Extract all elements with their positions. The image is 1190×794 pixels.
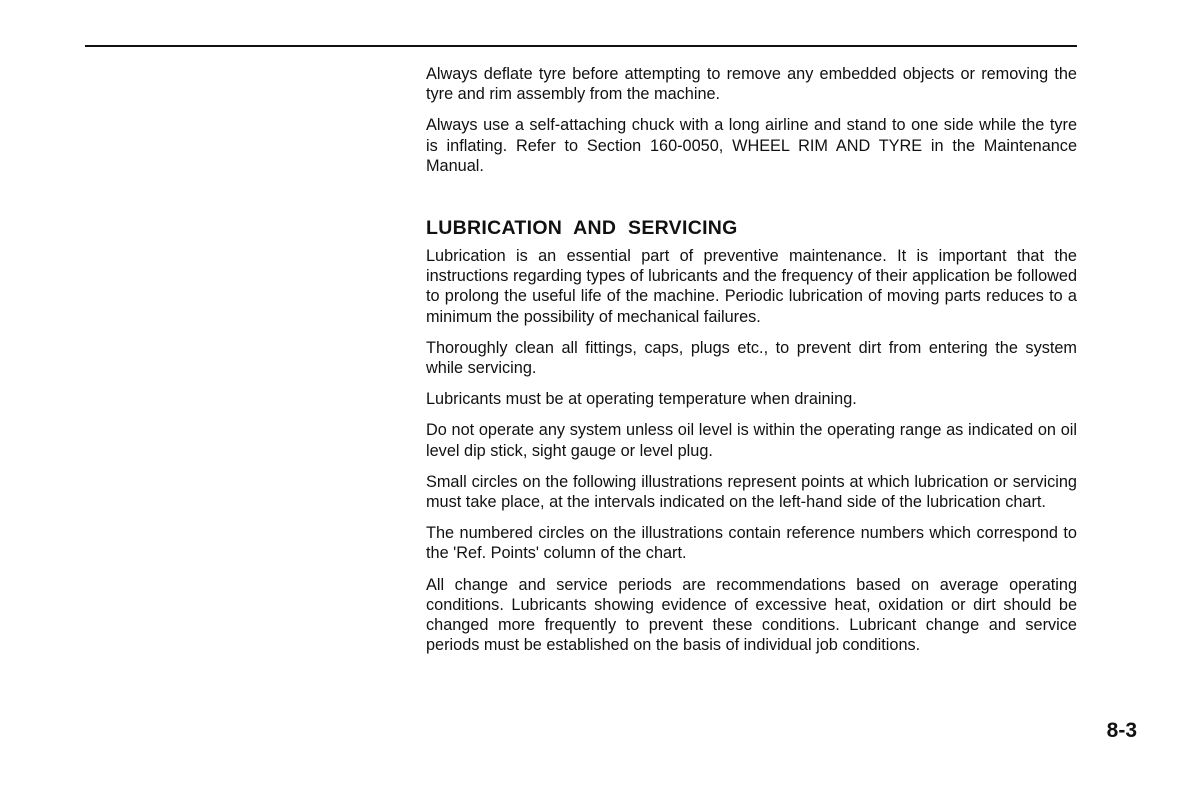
section-heading: LUBRICATION AND SERVICING [426,217,738,240]
page-number: 8-3 [1106,719,1137,742]
paragraph-oil-level: Do not operate any system unless oil level is within the operating range as indicated on oil level dip stick, sight gauge or level plug. [426,421,1077,460]
paragraph-service-periods: All change and service periods are recommendations based on average operating conditions. Lubricants showing evidence of excessive heat, oxidation or dirt should be changed more frequently to prevent these conditions. Lubricant change and service periods must be established on the basis of individual job conditions. [426,575,1077,655]
intro-paragraph-chuck: Always use a self-attaching chuck with a long airline and stand to one side while the tyre is inflating. Refer to Section 160-0050, WHEEL RIM AND TYRE in the Maintenance Manual. [426,116,1077,175]
paragraph-lubrication-importance: Lubrication is an essential part of preventive maintenance. It is important that the instructions regarding types of lubricants and the frequency of their application be followed to prolong the useful life of the machine. Periodic lubrication of moving parts reduces to a minimum the possibility of mechanical failures. [426,247,1077,326]
page-content [426,64,1077,666]
paragraph-small-circles: Small circles on the following illustrations represent points at which lubrication or servicing must take place, at the intervals indicated on the left-hand side of the lubrication chart. [426,472,1077,512]
paragraph-numbered-circles: The numbered circles on the illustrations contain reference numbers which correspond to the 'Ref. Points' column of the chart. [426,524,1077,563]
intro-paragraph-deflate: Always deflate tyre before attempting to remove any embedded objects or removing the tyre and rim assembly from the machine. [426,65,1077,104]
paragraph-operating-temperature: Lubricants must be at operating temperature when draining. [426,390,857,409]
header-rule [85,45,1077,47]
paragraph-clean-fittings: Thoroughly clean all fittings, caps, plugs etc., to prevent dirt from entering the system while servicing. [426,338,1077,378]
